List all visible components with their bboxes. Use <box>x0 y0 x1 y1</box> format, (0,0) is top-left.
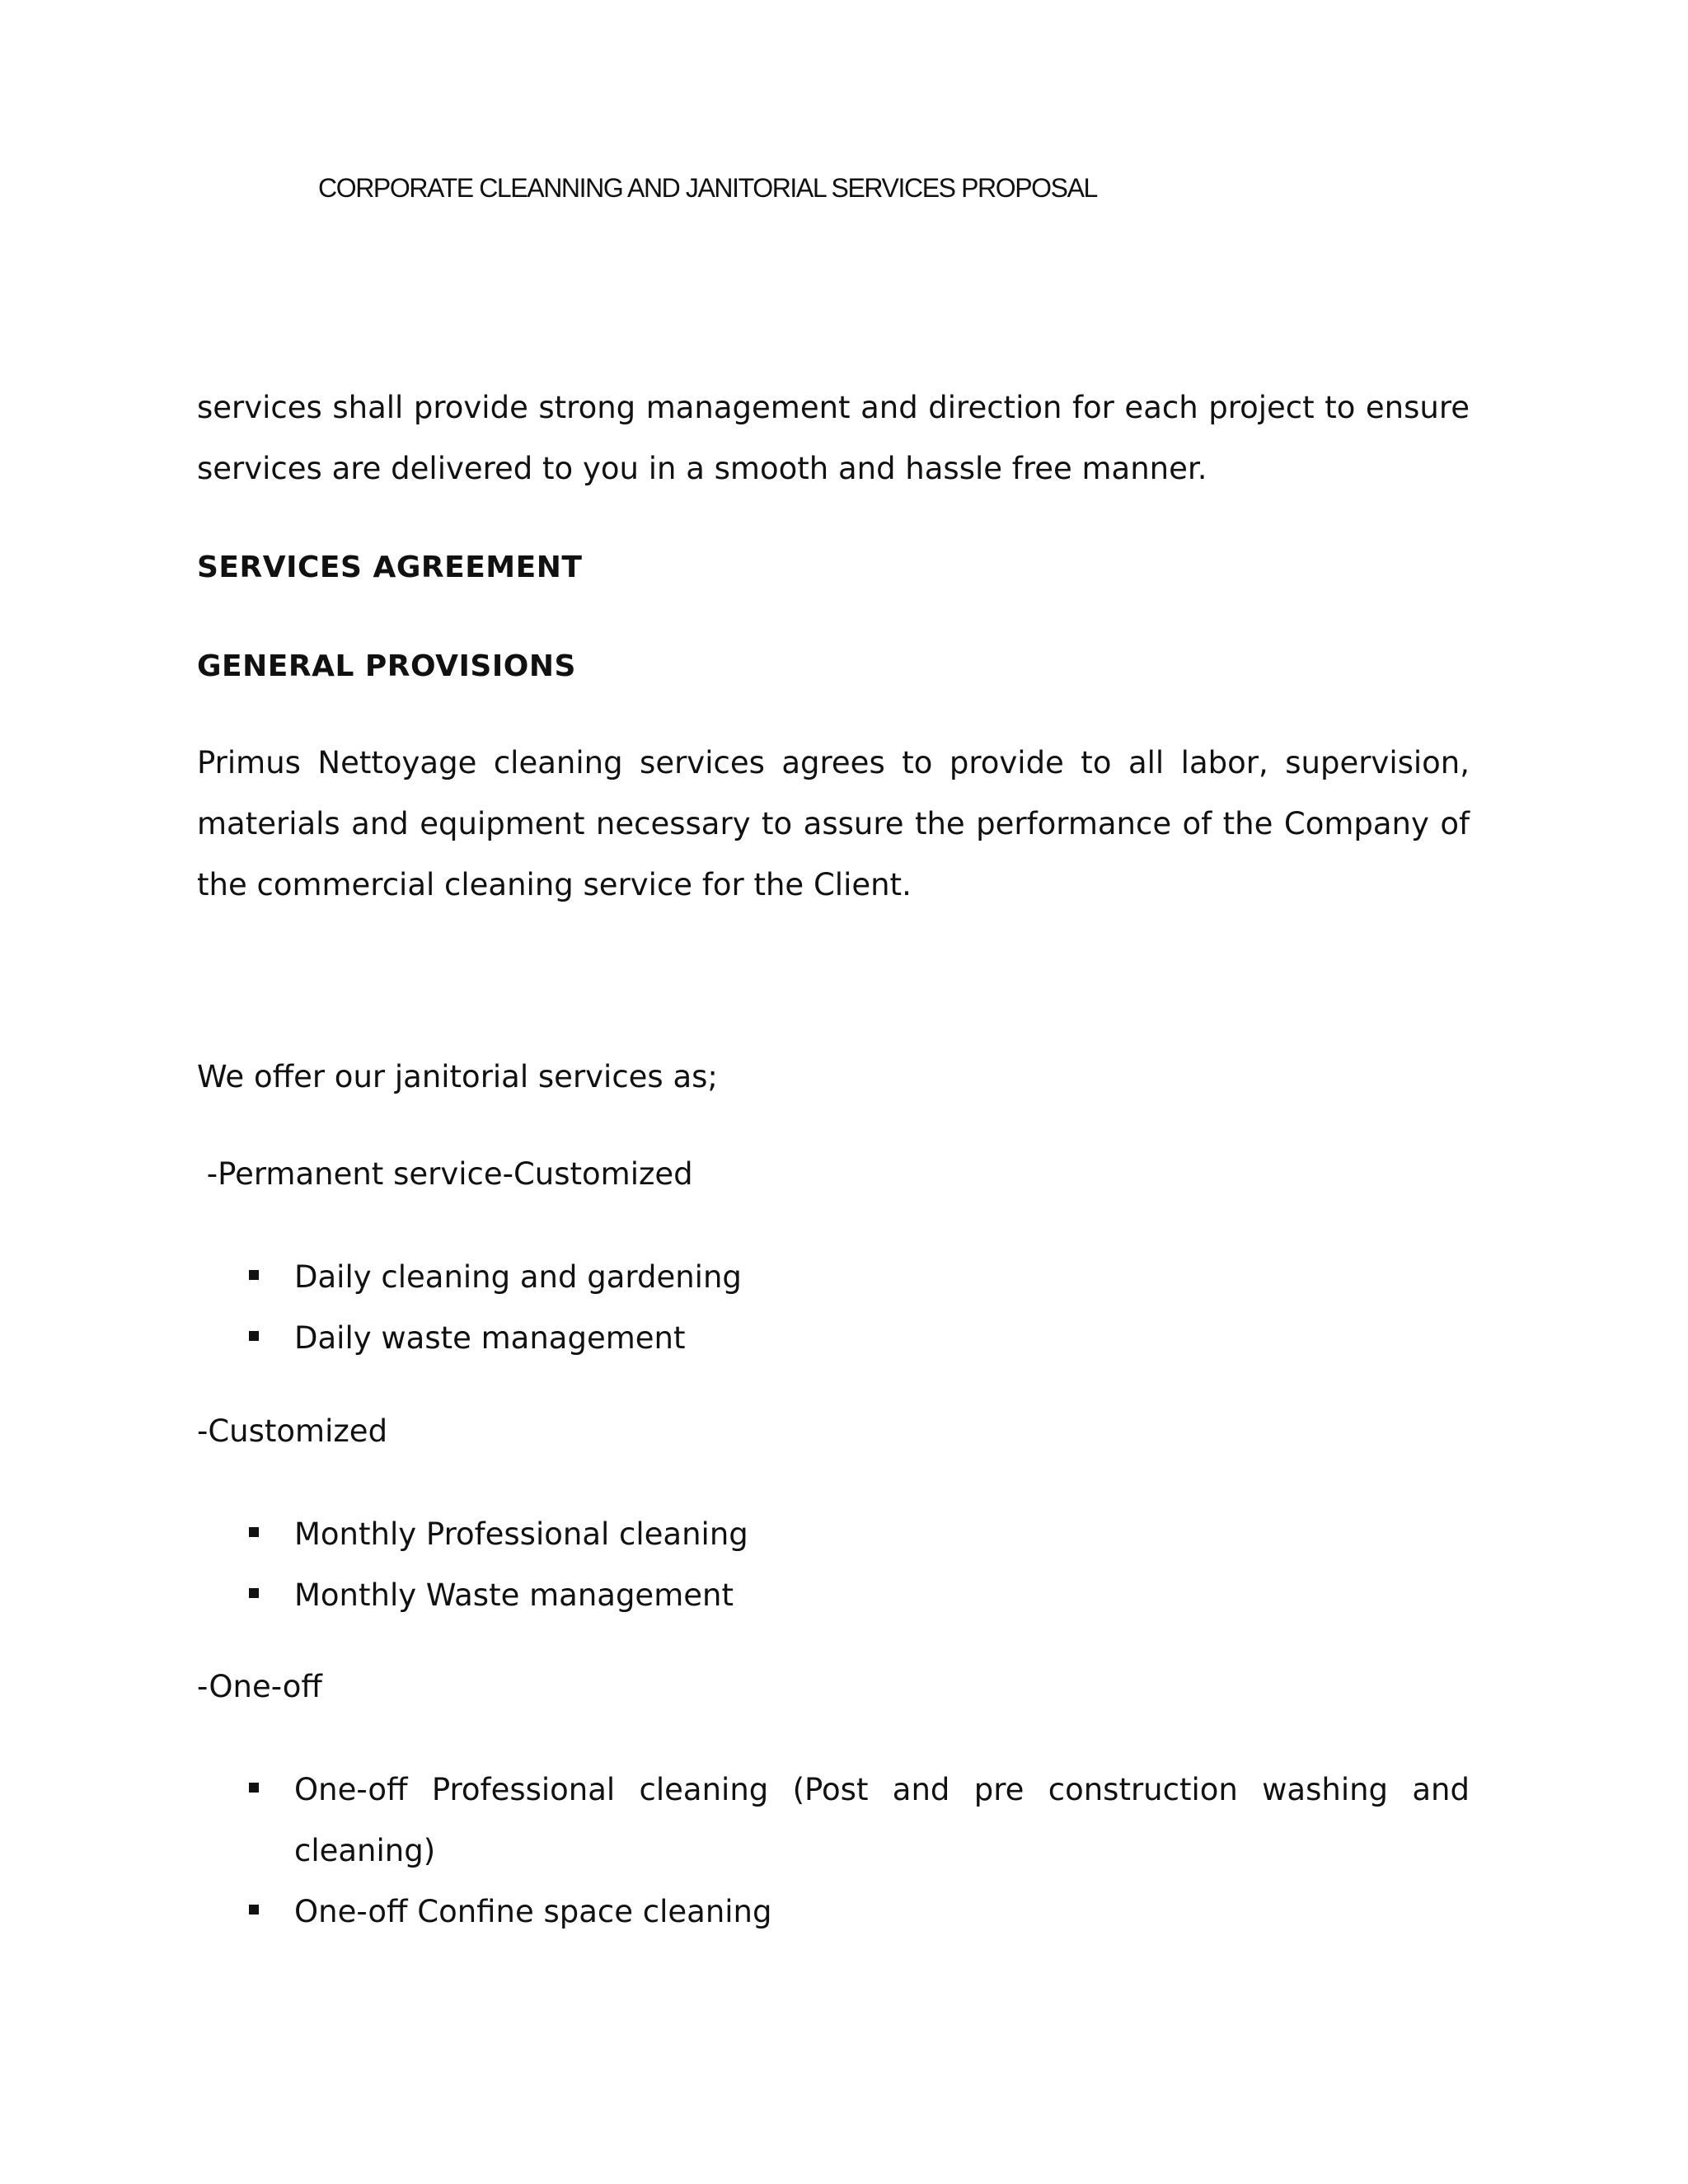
group-label-one-off: -One-off <box>197 1669 322 1704</box>
provisions-paragraph: Primus Nettoyage cleaning services agrees to provide to all labor, supervision, materials and equipment necessary to assure the performance of the Company of the commercial cleaning service for the Client. <box>197 745 1470 902</box>
list-item <box>249 1308 1470 1369</box>
bullet-square-icon <box>249 1905 259 1915</box>
list-item <box>249 1882 1470 1943</box>
list-item-text: Daily waste management <box>294 1320 686 1356</box>
list-item-text: Monthly Professional cleaning <box>294 1516 748 1552</box>
bullet-square-icon <box>249 1527 259 1537</box>
list-item <box>249 1504 1470 1565</box>
intro-paragraph: services shall provide strong management and direction for each project to ensure services are delivered to you in a smooth and hassle free manner. <box>197 390 1470 486</box>
services-agreement-heading: SERVICES AGREEMENT <box>197 551 583 584</box>
bullet-square-icon <box>249 1783 259 1793</box>
general-provisions-heading: GENERAL PROVISIONS <box>197 649 576 683</box>
document-header-title: CORPORATE CLEANNING AND JANITORIAL SERVICES PROPOSAL <box>318 173 1097 203</box>
bullet-square-icon <box>249 1588 259 1598</box>
list-item <box>249 1247 1470 1308</box>
group-label-customized: -Customized <box>197 1413 388 1449</box>
list-item-text: One-off Professional cleaning (Post and pre construction washing and cleaning) <box>294 1772 1470 1868</box>
list-item-text: One-off Confine space cleaning <box>294 1894 772 1929</box>
bullet-square-icon <box>249 1270 259 1280</box>
list-item <box>249 1565 1470 1626</box>
offer-intro: We offer our janitorial services as; <box>197 1059 718 1094</box>
list-item-text: Monthly Waste management <box>294 1577 734 1613</box>
list-item-text: Daily cleaning and gardening <box>294 1259 742 1295</box>
list-item <box>249 1760 1470 1882</box>
bullet-square-icon <box>249 1331 259 1341</box>
group-label-permanent: -Permanent service-Customized <box>197 1156 693 1192</box>
